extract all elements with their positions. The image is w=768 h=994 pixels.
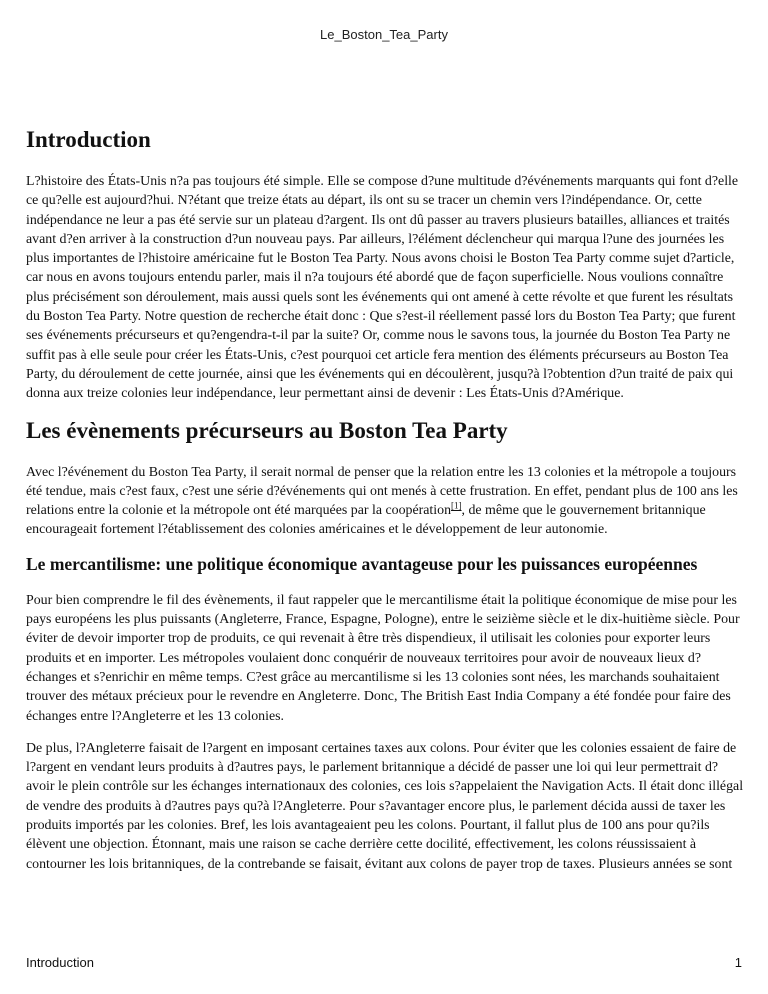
paragraph-mercantilism-1: Pour bien comprendre le fil des évènements, il faut rappeler que le mercantilisme était la politique économique de mise pour les pays européens les plus puissants (Angleterre, France, Espagne, Pologne), entre le seizième siècle et le dix-huitième siècle. Pour éviter de devoir importer trop de produits, ce qui revenait à être très dispendieux, il utilisait les colonies pour exporter leurs produits et en importer. Les métropoles voulaient donc conquérir de nouveaux territoires pour avoir de nouveaux lieux d?échanges et s?enrichir en même temps. C?est grâce au mercantilisme si les 13 colonies sont nées, les marchands souhaitaient trouver des métaux précieux pour le revendre en Angleterre. Donc, The British East India Company a été fondée pour faire des échanges entre l?Angleterre et les 13 colonies. <box>26 592 740 724</box>
paragraph-precursor-text-1: Avec l?événement du Boston Tea Party, il serait normal de penser que la relation entre les 13 colonies et la métropole a toujours été tendue, mais c?est faux, c?est une série d?événements qui ont menés à cette frustration. En effet, pendant plus de 100 ans les relations entre la colonie et la métropole ont été marquées par la coopération <box>26 464 738 519</box>
footnote-reference-link[interactable]: [1] <box>451 500 462 511</box>
running-header: Le_Boston_Tea_Party <box>320 27 448 42</box>
heading-mercantilism: Le mercantilisme: une politique économique avantageuse pour les puissances européennes <box>26 553 698 574</box>
document-body <box>26 126 746 887</box>
paragraph-introduction: L?histoire des États-Unis n?a pas toujours été simple. Elle se compose d?une multitude d?événements marquants qui font d?elle ce qu?elle est aujourd?hui. N?étant que treize états au départ, ils ont su se tracer un chemin vers l?indépendance. Or, cette indépendance ne leur a pas été servie sur un plateau d?argent. Ils ont dû passer au travers plusieurs batailles, alliances et traités avant d?en arriver à la construction d?un nouveau pays. Par ailleurs, l?élément déclencheur qui marqua l?une des journées les plus importantes de l?histoire américaine fut le Boston Tea Party. Nous avons choisi le Boston Tea Party comme sujet d?article, car nous en avons toujours entendu parler, mais il n?a toujours été abordé que de façon superficielle. Nous voulions connaître plus précisément son déroulement, mais aussi quels sont les événements qui ont amené à cette révolte et que furent les résultats du Boston Tea Party. Notre question de recherche était donc : Que s?est-il réellement passé lors du Boston Tea Party; que furent ses événements précurseurs et qu?engendra-t-il par la suite? Or, comme nous le savons tous, la journée du Boston Tea Party ne suffit pas à elle seule pour créer les États-Unis, c?est pourquoi cet article fera mention des éléments précurseurs au Boston Tea Party, du déroulement de cette journée, ainsi que les événements qui en découlèrent, jusqu?à l?obtention d?un traité de paix qui donna aux treize colonies leur indépendance, leur permettant ainsi de devenir : Les États-Unis d?Amérique. <box>26 174 739 402</box>
paragraph-precursor-events <box>26 463 746 540</box>
page-number: 1 <box>734 955 742 970</box>
heading-precursor-events: Les évènements précurseurs au Boston Tea Party <box>26 417 508 443</box>
paragraph-precursor-text-2: , de même que le gouvernement britannique encourageait fortement l?établissement des colonies américaines et le développement de leur autonomie. <box>26 503 706 538</box>
footer-section-label: Introduction <box>26 955 94 970</box>
paragraph-mercantilism-2: De plus, l?Angleterre faisait de l?argent en imposant certaines taxes aux colons. Pour éviter que les colonies essaient de faire de l?argent en vendant leurs produits à d?autres pays, le parlement britannique a décidé de passer une loi qui leur permettrait d?avoir le plein contrôle sur les échanges internationaux des colonies, ces lois s?appelaient the Navigation Acts. Il était donc illégal de vendre des produits à d?autres pays qu?à l?Angleterre. Pour s?avantager encore plus, le parlement décida aussi de taxer les produits importés par les colonies. Bref, les lois avantageaient peu les colons. Pourtant, il fallut plus de 100 ans pour qu?ils élèvent une objection. Étonnant, mais une raison se cache derrière cette docilité, effectivement, les colons réussissaient à contourner les lois britanniques, de la contrebande se faisait, évitant aux colons de payer trop de taxes. Plusieurs années se sont <box>26 740 744 872</box>
heading-introduction: Introduction <box>26 127 151 152</box>
